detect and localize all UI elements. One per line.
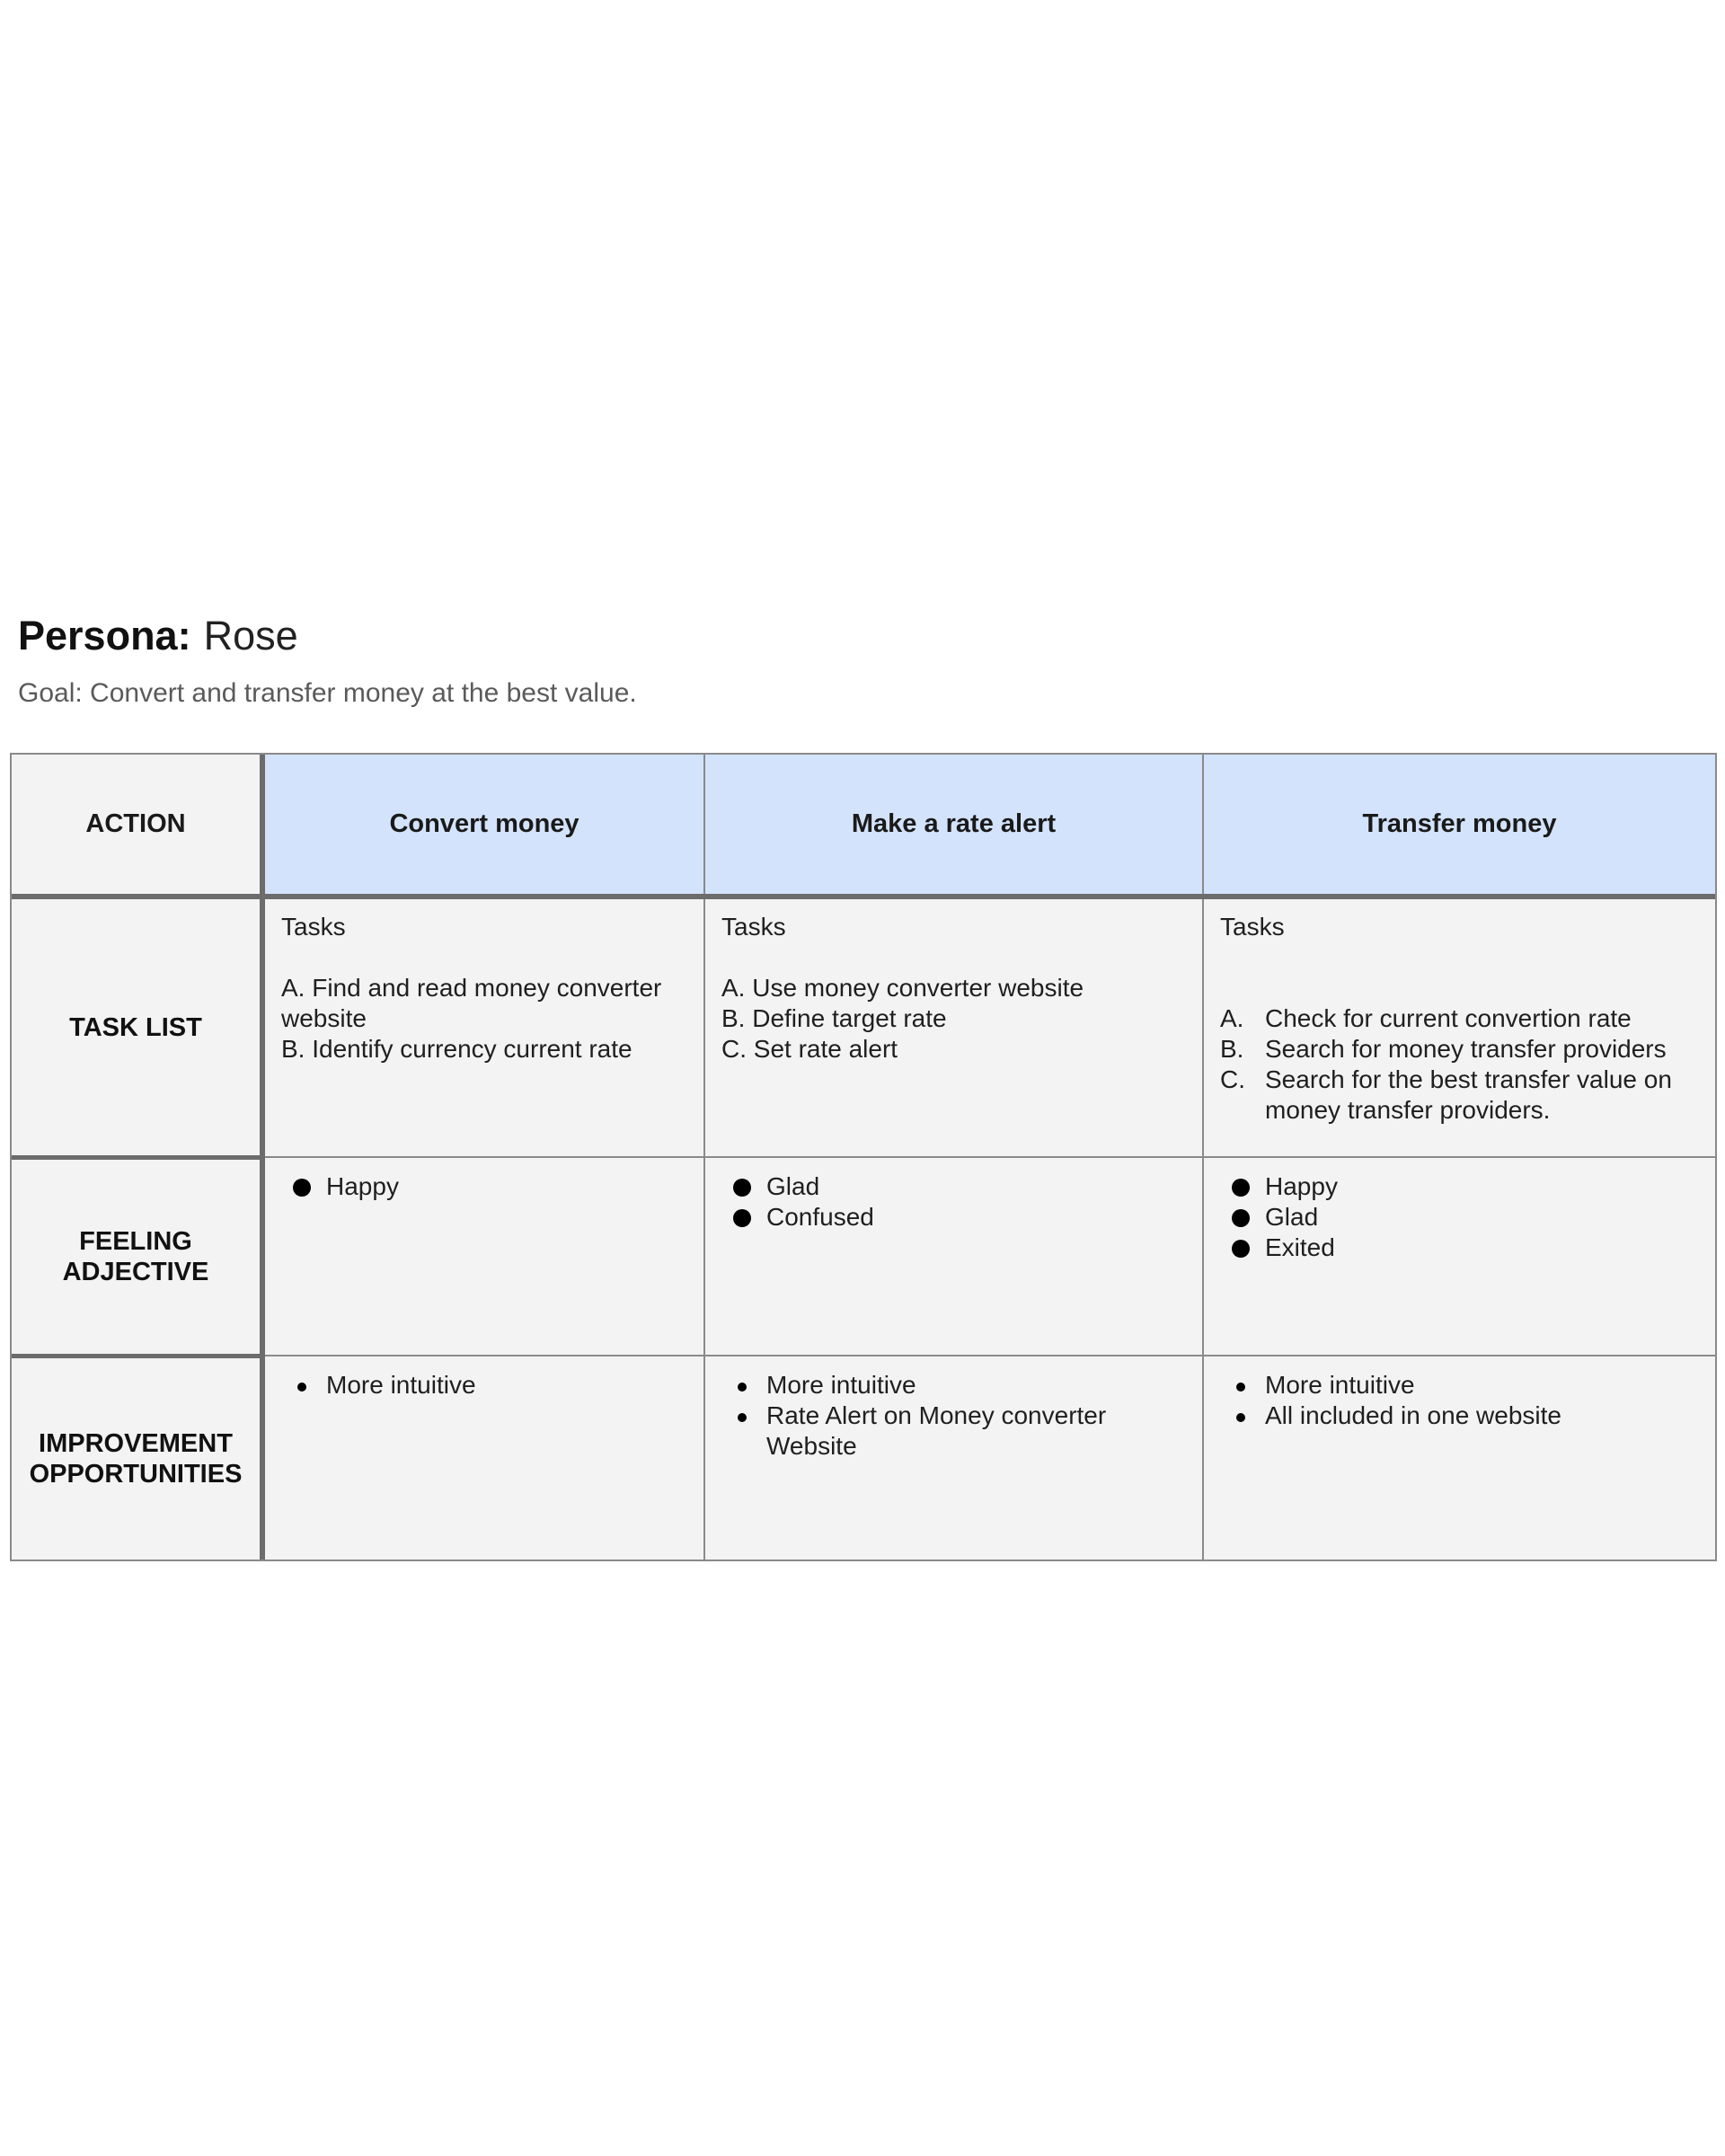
journey-map-table — [10, 753, 1717, 1561]
row-divider — [265, 1156, 1715, 1158]
task-item: A. Use money converter website — [721, 974, 1084, 1002]
action-header-cell — [12, 755, 260, 894]
feeling-item — [1220, 1202, 1699, 1233]
bullet-icon — [1232, 1209, 1250, 1227]
task-item: C. Set rate alert — [721, 1035, 898, 1063]
improvement-item — [281, 1370, 687, 1401]
stage-header-rate-alert — [705, 755, 1202, 894]
row-label-improvement-opportunities: IMPROVEMENT OPPORTUNITIES — [29, 1428, 243, 1489]
feeling-text: Happy — [326, 1172, 399, 1200]
improvement-list — [281, 1370, 687, 1401]
stage-title: Transfer money — [1362, 809, 1557, 838]
task-item — [1220, 1065, 1699, 1126]
task-text: Search for the best transfer value on money transfer providers. — [1265, 1065, 1672, 1124]
feeling-text: Exited — [1265, 1233, 1335, 1261]
feeling-cell-transfer-money — [1204, 1159, 1715, 1354]
persona-goal: Goal: Convert and transfer money at the best value. — [18, 678, 637, 708]
task-list-cell-rate-alert — [705, 899, 1202, 1155]
persona-title — [18, 607, 1707, 665]
feeling-item — [721, 1202, 1186, 1233]
feeling-item — [281, 1171, 687, 1202]
improvement-list — [1220, 1370, 1699, 1431]
action-header-label: ACTION — [85, 809, 186, 838]
persona-name: Rose — [203, 613, 298, 658]
bullet-icon — [1232, 1240, 1250, 1258]
improvement-text: All included in one website — [1265, 1401, 1561, 1429]
bullet-icon — [733, 1209, 751, 1227]
bullet-icon — [297, 1383, 306, 1392]
row-label-feeling-adjective: FEELING ADJECTIVE — [62, 1226, 209, 1286]
bullet-icon — [1236, 1413, 1245, 1422]
task-text: Search for money transfer providers — [1265, 1035, 1667, 1063]
feeling-cell-rate-alert — [705, 1159, 1202, 1354]
bullet-icon — [1236, 1383, 1245, 1392]
feeling-item — [721, 1171, 1186, 1202]
improvement-item — [1220, 1401, 1699, 1431]
task-text: Check for current convertion rate — [1265, 1004, 1632, 1032]
feeling-list — [281, 1171, 687, 1202]
task-item: A. Find and read money converter website — [281, 974, 662, 1032]
tasks-title: Tasks — [721, 913, 786, 941]
row-label-task-list: TASK LIST — [69, 1012, 202, 1042]
improvement-item — [721, 1370, 1186, 1401]
stage-header-transfer-money — [1204, 755, 1715, 894]
feeling-text: Glad — [1265, 1203, 1319, 1231]
bullet-icon — [1232, 1179, 1250, 1197]
task-item: B. Identify currency current rate — [281, 1035, 632, 1063]
improvement-text: Rate Alert on Money converter Website — [766, 1401, 1107, 1460]
improvement-text: More intuitive — [766, 1371, 916, 1399]
improvement-cell-transfer-money — [1204, 1357, 1715, 1560]
persona-header — [18, 607, 1707, 713]
feeling-list — [721, 1171, 1186, 1233]
stage-title: Convert money — [389, 809, 579, 838]
feeling-text: Happy — [1265, 1172, 1338, 1200]
task-item — [1220, 1003, 1699, 1034]
bullet-icon — [738, 1383, 747, 1392]
row-divider — [12, 1354, 265, 1358]
task-list — [1220, 1003, 1699, 1126]
task-item: B. Define target rate — [721, 1004, 947, 1032]
bullet-icon — [738, 1413, 747, 1422]
improvement-list — [721, 1370, 1186, 1462]
feeling-text: Glad — [766, 1172, 820, 1200]
row-divider — [12, 1155, 265, 1160]
tasks-title: Tasks — [281, 913, 346, 941]
improvement-item — [721, 1401, 1186, 1462]
feeling-item — [1220, 1233, 1699, 1263]
improvement-cell-convert-money — [265, 1357, 703, 1560]
tasks-title: Tasks — [1220, 913, 1285, 941]
feeling-cell-convert-money — [265, 1159, 703, 1354]
improvement-cell-rate-alert — [705, 1357, 1202, 1560]
feeling-list — [1220, 1171, 1699, 1263]
feeling-text: Confused — [766, 1203, 874, 1231]
task-marker: A. — [1220, 1004, 1244, 1032]
bullet-icon — [733, 1179, 751, 1197]
improvement-text: More intuitive — [326, 1371, 476, 1399]
improvement-text: More intuitive — [1265, 1371, 1415, 1399]
persona-label: Persona: — [18, 613, 191, 658]
stage-header-convert-money — [265, 755, 703, 894]
bullet-icon — [293, 1179, 311, 1197]
task-marker: B. — [1220, 1035, 1244, 1063]
stage-title: Make a rate alert — [851, 809, 1057, 838]
task-list-cell-transfer-money — [1204, 899, 1715, 1155]
row-divider — [12, 894, 1715, 899]
row-divider — [265, 1355, 1715, 1356]
task-marker: C. — [1220, 1065, 1245, 1093]
task-list-cell-convert-money — [265, 899, 703, 1155]
task-item — [1220, 1034, 1699, 1065]
improvement-item — [1220, 1370, 1699, 1401]
feeling-item — [1220, 1171, 1699, 1202]
